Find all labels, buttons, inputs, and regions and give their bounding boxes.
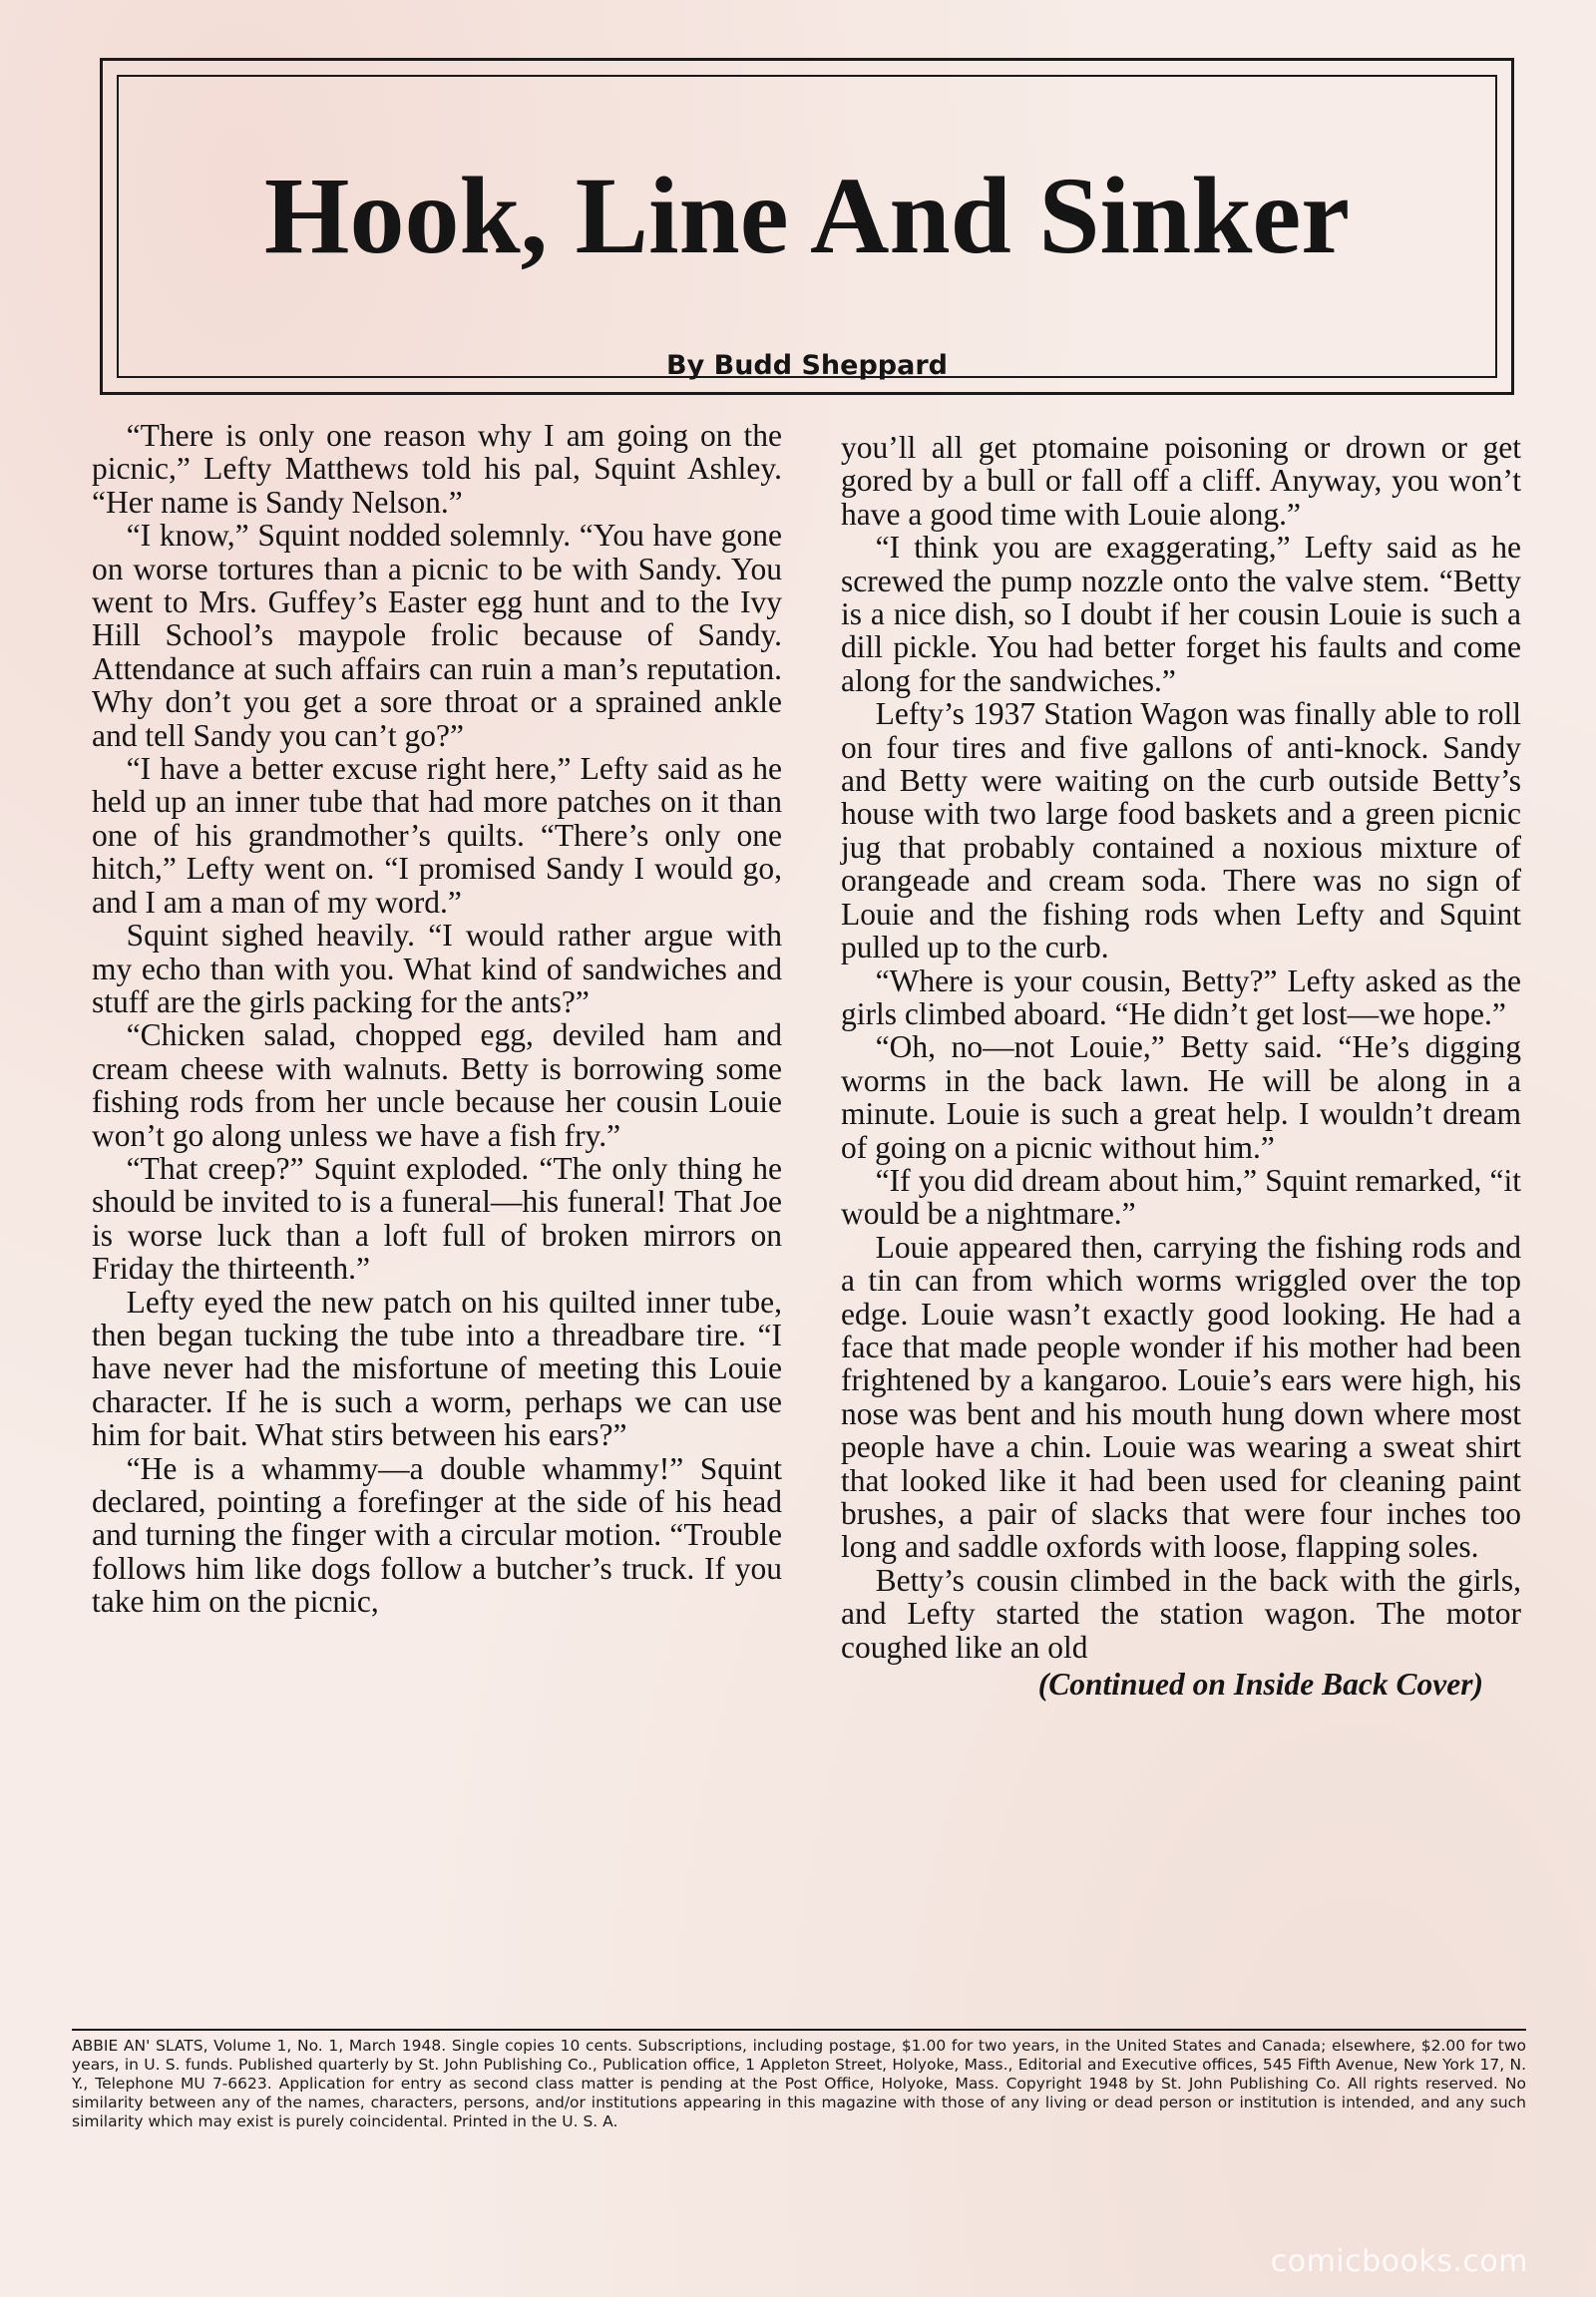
continued-note: (Continued on Inside Back Cover) [1037, 1667, 1483, 1703]
paragraph: “Oh, no—not Louie,” Betty said. “He’s digging worms in the back lawn. He will be along in a minute. Louie is such a great help. I wouldn’t dream of going on a picnic without him.” [841, 1029, 1521, 1165]
paragraph: Lefty’s 1937 Station Wagon was finally able to roll on four tires and five gallons of anti-knock. Sandy and Betty were waiting on the curb outside Betty’s house with two large food baskets and a green picnic jug that probably contained a noxious mixture of orangeade and cream soda. There was no sign of Louie and the fishing rods when Lefty and Squint pulled up to the curb. [841, 696, 1521, 965]
paragraph: Betty’s cousin climbed in the back with the girls, and Lefty started the station wagon. The motor coughed like an old [841, 1562, 1521, 1665]
story-column-right [841, 431, 1521, 1701]
paragraph: Squint sighed heavily. “I would rather argue with my echo than with you. What kind of sandwiches and stuff are the girls packing for the ants?” [92, 918, 782, 1019]
footer-divider [72, 2029, 1526, 2031]
paragraph: “I know,” Squint nodded solemnly. “You have gone on worse tortures than a picnic to be with Sandy. You went to Mrs. Guffey’s Easter egg hunt and to the Ivy Hill School’s maypole frolic because of Sandy. Attendance at such affairs can ruin a man’s reputation. Why don’t you get a sore throat or a sprained ankle and tell Sandy you can’t go?” [92, 518, 782, 753]
paragraph: “Where is your cousin, Betty?” Lefty asked as the girls climbed aboard. “He didn’t get lost—we hope.” [841, 962, 1521, 1031]
paragraph: “There is only one reason why I am going on the picnic,” Lefty Matthews told his pal, Squint Ashley. “Her name is Sandy Nelson.” [92, 418, 782, 520]
paragraph: “I think you are exaggerating,” Lefty said as he screwed the pump nozzle onto the valve stem. “Betty is a nice dish, so I doubt if her cousin Louie is such a dill pickle. You had better forget his faults and come along for the sandwiches.” [841, 530, 1521, 698]
story-title: Hook, Line And Sinker [263, 155, 1351, 276]
paragraph: “If you did dream about him,” Squint remarked, “it would be a nightmare.” [841, 1162, 1521, 1232]
paragraph: “I have a better excuse right here,” Lefty said as he held up an inner tube that had more patches on it than one of his grandmother’s quilts. “There’s only one hitch,” Lefty went on. “I promised Sandy I would go, and I am a man of my word.” [92, 751, 782, 920]
paragraph: you’ll all get ptomaine poisoning or drown or get gored by a bull or fall off a cliff. Anyway, you won’t have a good time with Louie along.” [841, 430, 1521, 532]
story-byline: By Budd Sheppard [666, 350, 948, 381]
title-frame [100, 58, 1514, 395]
publication-notice: ABBIE AN' SLATS, Volume 1, No. 1, March 1948. Single copies 10 cents. Subscriptions, including postage, $1.00 for two years, in the United States and Canada; elsewhere, $2.00 for two years, in U. S. funds. Published quarterly by St. John Publishing Co., Publication office, 1 Appleton Street, Holyoke, Mass., Editorial and Executive offices, 545 Fifth Avenue, New York 17, N. Y., Telephone MU 7-6623. Application for entry as second class matter is pending at the Post Office, Holyoke, Mass. Copyright 1948 by St. John Publishing Co. All rights reserved. No similarity between any of the names, characters, persons, and/or institutions appearing in this magazine with those of any living or dead person or institution is intended, and any such similarity which may exist is purely coincidental. Printed in the U. S. A. [72, 2037, 1526, 2130]
paragraph: Lefty eyed the new patch on his quilted inner tube, then began tucking the tube into a threadbare tire. “I have never had the misfortune of meeting this Louie character. If he is such a worm, perhaps we can use him for bait. What stirs between his ears?” [92, 1284, 782, 1453]
paragraph: “He is a whammy—a double whammy!” Squint declared, pointing a forefinger at the side of his head and turning the finger with a circular motion. “Trouble follows him like dogs follow a butcher’s truck. If you take him on the picnic, [92, 1450, 782, 1620]
paragraph: “That creep?” Squint exploded. “The only thing he should be invited to is a funeral—his funeral! That Joe is worse luck than a loft full of broken mirrors on Friday the thirteenth.” [92, 1150, 782, 1287]
paragraph: “Chicken salad, chopped egg, deviled ham and cream cheese with walnuts. Betty is borrowing some fishing rods from her uncle because her cousin Louie won’t go along unless we have a fish fry.” [92, 1017, 782, 1153]
paragraph: Louie appeared then, carrying the fishing rods and a tin can from which worms wriggled over the top edge. Louie wasn’t exactly good looking. He had a face that made people wonder if his mother had been frightened by a kangaroo. Louie’s ears were high, his nose was bent and his mouth hung down where most people have a chin. Louie was wearing a sweat shirt that looked like it had been used for cleaning paint brushes, a pair of slacks that were four inches too long and saddle oxfords with loose, flapping soles. [841, 1229, 1521, 1565]
watermark: comicbooks.com [1270, 2244, 1528, 2279]
story-column-left [92, 419, 782, 1619]
